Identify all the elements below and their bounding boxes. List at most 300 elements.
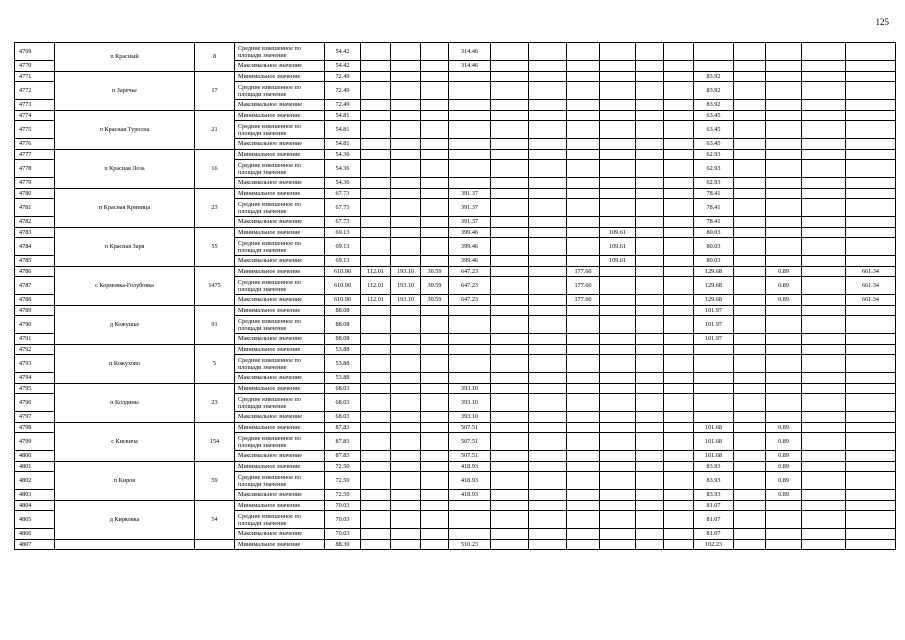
value-cell xyxy=(567,238,600,256)
value-cell xyxy=(361,529,391,540)
value-cell xyxy=(361,355,391,373)
value-cell xyxy=(449,344,491,355)
value-cell xyxy=(636,295,664,306)
value-cell xyxy=(600,110,636,121)
value-cell xyxy=(802,355,846,373)
value-cell xyxy=(567,334,600,345)
value-cell xyxy=(802,472,846,490)
value-cell xyxy=(567,383,600,394)
population-cell: 17 xyxy=(195,71,235,110)
value-cell xyxy=(491,266,529,277)
value-cell xyxy=(766,305,802,316)
value-cell xyxy=(421,82,449,100)
value-cell: 30.59 xyxy=(421,277,449,295)
value-cell xyxy=(664,139,694,150)
value-cell: 72.49 xyxy=(325,71,361,82)
value-cell xyxy=(694,412,734,423)
value-type-cell: Минимальное значение xyxy=(235,188,325,199)
value-cell xyxy=(734,256,766,267)
value-cell xyxy=(636,139,664,150)
value-cell: 647.23 xyxy=(449,277,491,295)
value-cell xyxy=(567,199,600,217)
value-cell xyxy=(734,500,766,511)
value-cell xyxy=(664,71,694,82)
value-cell xyxy=(567,217,600,228)
value-cell xyxy=(449,355,491,373)
value-cell xyxy=(421,355,449,373)
value-cell: 0.89 xyxy=(766,277,802,295)
value-cell xyxy=(421,139,449,150)
value-cell xyxy=(529,394,567,412)
value-cell xyxy=(846,217,896,228)
value-cell xyxy=(391,500,421,511)
value-cell: 54.42 xyxy=(325,61,361,72)
row-number-cell: 4801 xyxy=(15,461,55,472)
value-cell xyxy=(664,160,694,178)
value-cell: 81.07 xyxy=(694,511,734,529)
value-cell xyxy=(766,43,802,61)
population-cell: 1475 xyxy=(195,266,235,305)
value-cell: 0.89 xyxy=(766,422,802,433)
value-cell xyxy=(802,238,846,256)
value-cell xyxy=(664,238,694,256)
value-cell: 393.10 xyxy=(449,394,491,412)
value-cell xyxy=(421,227,449,238)
value-cell xyxy=(529,500,567,511)
value-cell: 391.37 xyxy=(449,217,491,228)
value-cell xyxy=(600,472,636,490)
value-cell xyxy=(361,188,391,199)
value-cell xyxy=(600,139,636,150)
value-cell: 54.81 xyxy=(325,110,361,121)
value-cell xyxy=(600,334,636,345)
value-cell xyxy=(529,110,567,121)
value-cell xyxy=(802,227,846,238)
value-cell xyxy=(846,529,896,540)
value-cell xyxy=(802,500,846,511)
value-type-cell: Минимальное значение xyxy=(235,461,325,472)
value-cell xyxy=(734,316,766,334)
row-number-cell: 4797 xyxy=(15,412,55,423)
value-cell xyxy=(766,511,802,529)
value-cell xyxy=(636,43,664,61)
value-type-cell: Средние взвешенное по площади значение xyxy=(235,394,325,412)
value-cell xyxy=(600,451,636,462)
value-cell xyxy=(391,355,421,373)
value-cell xyxy=(846,82,896,100)
value-cell xyxy=(529,199,567,217)
value-cell xyxy=(802,383,846,394)
value-cell xyxy=(491,373,529,384)
value-cell: 68.03 xyxy=(325,394,361,412)
value-cell xyxy=(802,539,846,550)
value-cell xyxy=(734,355,766,373)
value-cell xyxy=(636,82,664,100)
value-cell xyxy=(636,100,664,111)
value-cell xyxy=(491,500,529,511)
value-cell xyxy=(491,121,529,139)
value-cell xyxy=(567,511,600,529)
population-cell: 91 xyxy=(195,305,235,344)
value-cell xyxy=(391,539,421,550)
value-cell xyxy=(802,188,846,199)
row-number-cell: 4771 xyxy=(15,71,55,82)
value-cell xyxy=(600,500,636,511)
value-cell xyxy=(600,461,636,472)
value-cell xyxy=(734,199,766,217)
value-cell xyxy=(734,344,766,355)
value-cell: 610.90 xyxy=(325,295,361,306)
value-cell xyxy=(491,511,529,529)
value-cell xyxy=(766,529,802,540)
value-cell xyxy=(766,383,802,394)
value-cell: 78.41 xyxy=(694,188,734,199)
value-cell xyxy=(421,238,449,256)
value-cell xyxy=(766,227,802,238)
value-type-cell: Средние взвешенное по площади значение xyxy=(235,238,325,256)
value-cell xyxy=(802,217,846,228)
row-number-cell: 4807 xyxy=(15,539,55,550)
value-cell xyxy=(361,178,391,189)
value-cell xyxy=(734,139,766,150)
value-cell: 391.37 xyxy=(449,188,491,199)
value-cell xyxy=(846,305,896,316)
value-cell xyxy=(491,472,529,490)
value-cell xyxy=(734,43,766,61)
value-cell xyxy=(636,199,664,217)
value-cell xyxy=(567,394,600,412)
value-cell xyxy=(529,277,567,295)
value-cell xyxy=(391,305,421,316)
value-cell xyxy=(361,383,391,394)
value-cell: 177.60 xyxy=(567,295,600,306)
value-type-cell: Максимальное значение xyxy=(235,412,325,423)
value-cell xyxy=(361,61,391,72)
value-cell xyxy=(600,71,636,82)
value-type-cell: Максимальное значение xyxy=(235,100,325,111)
value-cell xyxy=(600,383,636,394)
value-cell xyxy=(766,188,802,199)
value-cell xyxy=(734,238,766,256)
row-number-cell: 4793 xyxy=(15,355,55,373)
value-cell xyxy=(734,295,766,306)
value-cell: 70.03 xyxy=(325,529,361,540)
value-cell xyxy=(491,334,529,345)
value-cell xyxy=(391,256,421,267)
value-cell xyxy=(734,511,766,529)
settlement-name-cell: д Кожушье xyxy=(55,305,195,344)
value-cell xyxy=(802,334,846,345)
value-cell xyxy=(734,110,766,121)
value-cell xyxy=(529,305,567,316)
value-cell xyxy=(802,511,846,529)
value-cell xyxy=(361,539,391,550)
value-cell xyxy=(664,188,694,199)
value-cell xyxy=(600,121,636,139)
value-cell xyxy=(636,256,664,267)
value-cell xyxy=(529,71,567,82)
table-row xyxy=(15,305,896,316)
value-cell xyxy=(391,394,421,412)
value-cell: 129.68 xyxy=(694,277,734,295)
value-cell: 78.41 xyxy=(694,199,734,217)
value-cell xyxy=(636,121,664,139)
value-cell xyxy=(449,82,491,100)
value-cell xyxy=(421,149,449,160)
value-cell xyxy=(802,529,846,540)
value-cell xyxy=(766,149,802,160)
population-cell: 54 xyxy=(195,500,235,539)
value-cell: 0.89 xyxy=(766,295,802,306)
value-cell xyxy=(636,217,664,228)
value-cell xyxy=(421,305,449,316)
value-cell xyxy=(600,188,636,199)
value-cell xyxy=(361,490,391,501)
value-cell xyxy=(361,110,391,121)
value-cell xyxy=(600,490,636,501)
value-cell: 193.10 xyxy=(391,295,421,306)
value-cell xyxy=(734,188,766,199)
value-cell xyxy=(391,121,421,139)
value-cell xyxy=(361,511,391,529)
value-cell xyxy=(600,199,636,217)
value-type-cell: Минимальное значение xyxy=(235,110,325,121)
value-cell: 54.81 xyxy=(325,121,361,139)
value-cell xyxy=(529,472,567,490)
value-cell xyxy=(567,178,600,189)
value-cell: 399.46 xyxy=(449,227,491,238)
value-cell xyxy=(491,238,529,256)
value-cell xyxy=(449,316,491,334)
value-cell xyxy=(491,188,529,199)
value-type-cell: Максимальное значение xyxy=(235,256,325,267)
value-cell xyxy=(600,373,636,384)
value-cell xyxy=(421,373,449,384)
value-cell xyxy=(636,277,664,295)
value-type-cell: Максимальное значение xyxy=(235,217,325,228)
value-cell xyxy=(846,412,896,423)
value-cell xyxy=(636,316,664,334)
value-cell xyxy=(567,121,600,139)
settlement-name-cell: п Заречье xyxy=(55,71,195,110)
page-number: 125 xyxy=(875,17,889,27)
table-row xyxy=(15,461,896,472)
value-cell xyxy=(734,149,766,160)
value-cell: 101.97 xyxy=(694,334,734,345)
value-type-cell: Средние взвешенное по площади значение xyxy=(235,121,325,139)
settlement-name-cell: п Красный xyxy=(55,43,195,72)
value-type-cell: Средние взвешенное по площади значение xyxy=(235,43,325,61)
value-cell: 83.93 xyxy=(694,472,734,490)
value-cell xyxy=(694,383,734,394)
value-cell xyxy=(802,305,846,316)
value-cell xyxy=(734,121,766,139)
value-cell: 661.34 xyxy=(846,266,896,277)
value-cell xyxy=(529,121,567,139)
value-cell xyxy=(391,433,421,451)
value-cell xyxy=(636,383,664,394)
value-cell xyxy=(600,539,636,550)
value-cell xyxy=(766,100,802,111)
value-cell xyxy=(600,82,636,100)
row-number-cell: 4780 xyxy=(15,188,55,199)
value-cell xyxy=(391,82,421,100)
value-cell xyxy=(600,217,636,228)
value-type-cell: Средние взвешенное по площади значение xyxy=(235,82,325,100)
value-cell: 53.88 xyxy=(325,344,361,355)
value-cell xyxy=(361,238,391,256)
value-cell xyxy=(391,490,421,501)
value-cell xyxy=(529,461,567,472)
value-cell: 418.93 xyxy=(449,490,491,501)
table-row xyxy=(15,422,896,433)
value-cell: 54.36 xyxy=(325,178,361,189)
value-type-cell: Минимальное значение xyxy=(235,422,325,433)
value-cell xyxy=(449,149,491,160)
population-cell: 154 xyxy=(195,422,235,461)
value-cell xyxy=(802,316,846,334)
value-cell xyxy=(529,511,567,529)
value-cell xyxy=(491,316,529,334)
value-cell xyxy=(391,100,421,111)
value-cell xyxy=(802,61,846,72)
value-cell xyxy=(636,490,664,501)
table-row xyxy=(15,188,896,199)
value-cell xyxy=(421,500,449,511)
table-row xyxy=(15,149,896,160)
value-cell xyxy=(391,43,421,61)
value-cell xyxy=(846,344,896,355)
value-cell xyxy=(529,149,567,160)
value-cell xyxy=(734,305,766,316)
value-cell xyxy=(766,256,802,267)
value-cell xyxy=(636,412,664,423)
value-cell xyxy=(664,490,694,501)
value-cell xyxy=(529,61,567,72)
value-cell xyxy=(421,383,449,394)
value-cell xyxy=(491,71,529,82)
value-cell: 88.08 xyxy=(325,334,361,345)
value-cell xyxy=(491,422,529,433)
value-cell xyxy=(846,490,896,501)
settlement-name-cell: п Кожухово xyxy=(55,344,195,383)
value-cell xyxy=(529,373,567,384)
value-cell: 88.08 xyxy=(325,305,361,316)
value-cell: 193.10 xyxy=(391,277,421,295)
value-cell xyxy=(491,43,529,61)
value-cell xyxy=(391,110,421,121)
value-cell xyxy=(636,344,664,355)
value-type-cell: Минимальное значение xyxy=(235,71,325,82)
value-cell xyxy=(491,355,529,373)
value-cell: 70.03 xyxy=(325,500,361,511)
value-cell xyxy=(846,43,896,61)
row-number-cell: 4795 xyxy=(15,383,55,394)
value-cell xyxy=(529,160,567,178)
value-cell: 109.61 xyxy=(600,256,636,267)
value-cell xyxy=(600,149,636,160)
value-cell xyxy=(664,227,694,238)
value-cell xyxy=(636,227,664,238)
value-cell xyxy=(449,110,491,121)
value-cell xyxy=(846,71,896,82)
value-cell xyxy=(449,500,491,511)
value-cell: 72.49 xyxy=(325,82,361,100)
value-cell xyxy=(664,383,694,394)
value-type-cell: Минимальное значение xyxy=(235,383,325,394)
table-row xyxy=(15,500,896,511)
value-type-cell: Средние взвешенное по площади значение xyxy=(235,472,325,490)
value-cell xyxy=(802,451,846,462)
value-cell: 72.49 xyxy=(325,100,361,111)
value-cell xyxy=(846,539,896,550)
value-cell: 30.59 xyxy=(421,295,449,306)
value-type-cell: Минимальное значение xyxy=(235,500,325,511)
value-cell xyxy=(600,355,636,373)
value-cell xyxy=(664,199,694,217)
value-cell xyxy=(846,472,896,490)
value-cell xyxy=(567,188,600,199)
value-cell xyxy=(421,61,449,72)
value-cell xyxy=(846,316,896,334)
value-cell xyxy=(846,160,896,178)
value-cell xyxy=(802,43,846,61)
value-cell xyxy=(491,100,529,111)
value-cell: 83.93 xyxy=(694,490,734,501)
value-cell xyxy=(664,110,694,121)
value-cell xyxy=(802,422,846,433)
value-cell xyxy=(636,71,664,82)
value-cell xyxy=(766,412,802,423)
settlement-name-cell: п Красная Туросна xyxy=(55,110,195,149)
value-cell xyxy=(449,160,491,178)
value-cell xyxy=(600,316,636,334)
value-cell xyxy=(567,451,600,462)
value-cell xyxy=(600,160,636,178)
value-cell xyxy=(361,121,391,139)
value-cell xyxy=(421,412,449,423)
value-cell xyxy=(391,160,421,178)
value-cell xyxy=(846,433,896,451)
value-cell xyxy=(766,334,802,345)
value-cell xyxy=(491,139,529,150)
value-cell xyxy=(421,100,449,111)
value-cell xyxy=(361,256,391,267)
value-cell xyxy=(846,110,896,121)
value-cell xyxy=(600,178,636,189)
value-cell xyxy=(802,121,846,139)
settlement-name-cell: д Кирковка xyxy=(55,500,195,539)
value-cell xyxy=(361,316,391,334)
value-cell xyxy=(529,490,567,501)
value-cell xyxy=(636,266,664,277)
value-cell xyxy=(421,461,449,472)
row-number-cell: 4800 xyxy=(15,451,55,462)
value-type-cell: Минимальное значение xyxy=(235,149,325,160)
value-cell: 0.89 xyxy=(766,490,802,501)
value-cell xyxy=(694,355,734,373)
value-cell xyxy=(567,433,600,451)
value-cell xyxy=(636,433,664,451)
value-cell xyxy=(361,373,391,384)
value-cell xyxy=(766,139,802,150)
population-cell: 21 xyxy=(195,110,235,149)
value-cell: 647.23 xyxy=(449,266,491,277)
value-type-cell: Максимальное значение xyxy=(235,529,325,540)
value-type-cell: Минимальное значение xyxy=(235,227,325,238)
value-cell xyxy=(694,373,734,384)
value-cell: 68.03 xyxy=(325,383,361,394)
